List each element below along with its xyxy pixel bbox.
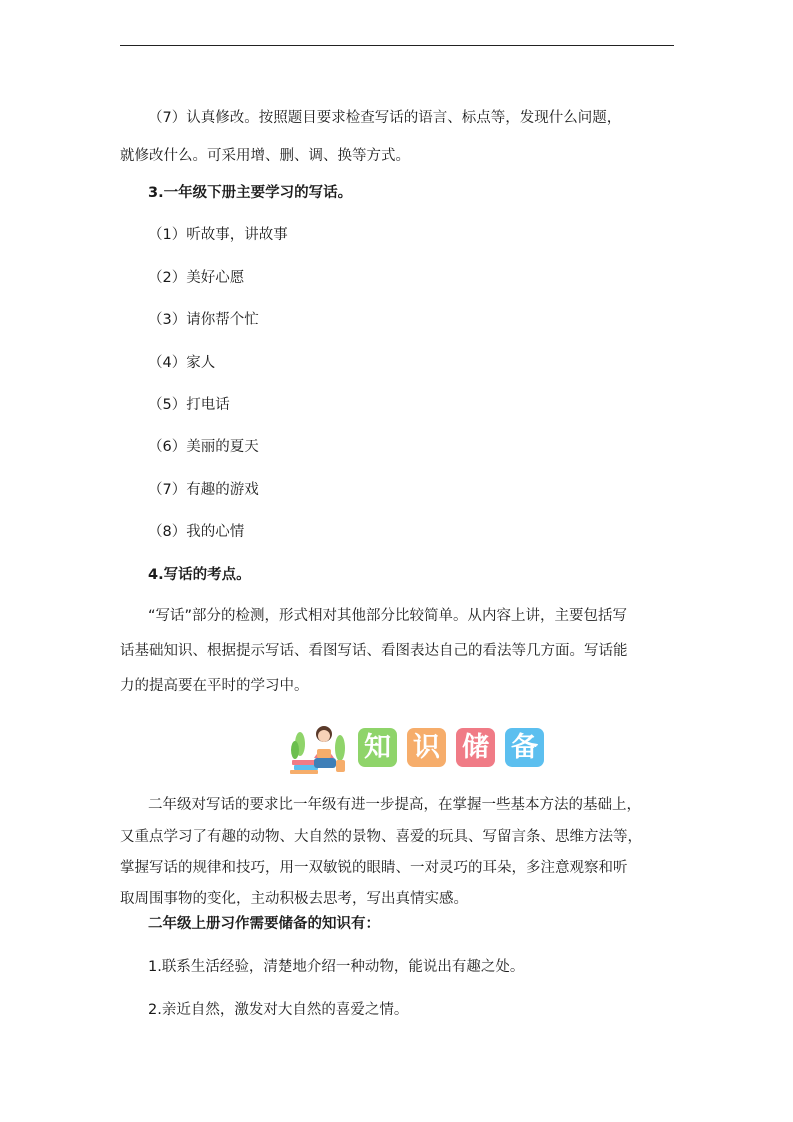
para-grade2-line-1: 二年级对写话的要求比一年级有进一步提高，在掌握一些基本方法的基础上， xyxy=(148,797,641,813)
list-item-3: （3）请你帮个忙 xyxy=(148,312,259,328)
para-exam-line-1: “写话”部分的检测，形式相对其他部分比较简单。从内容上讲，主要包括写 xyxy=(148,608,628,624)
list-item-6: （6）美丽的夏天 xyxy=(148,439,259,455)
para-exam-line-2: 话基础知识、根据提示写话、看图写话、看图表达自己的看法等几方面。写话能 xyxy=(120,643,628,659)
para-grade2-line-2: 又重点学习了有趣的动物、大自然的景物、喜爱的玩具、写留言条、思维方法等， xyxy=(120,829,642,845)
para-exam-line-3: 力的提高要在平时的学习中。 xyxy=(120,678,309,694)
heading-exam-points: 4.写话的考点。 xyxy=(148,567,251,583)
banner-char-chu: 储 xyxy=(456,728,495,767)
banner-char-zhi: 知 xyxy=(358,728,397,767)
knowledge-banner xyxy=(288,720,548,774)
knowledge-item-2: 2.亲近自然，激发对大自然的喜爱之情。 xyxy=(148,1002,409,1018)
list-item-4: （4）家人 xyxy=(148,355,216,371)
para-grade2-line-3: 掌握写话的规律和技巧，用一双敏锐的眼睛、一对灵巧的耳朵，多注意观察和听 xyxy=(120,860,628,876)
header-rule xyxy=(120,45,674,46)
para-revise-line-2: 就修改什么。可采用增、删、调、换等方式。 xyxy=(120,148,410,164)
reading-girl-illustration-icon xyxy=(288,720,350,774)
list-item-7: （7）有趣的游戏 xyxy=(148,482,259,498)
heading-grade2-knowledge: 二年级上册习作需要储备的知识有： xyxy=(148,916,380,932)
para-revise-line-1: （7）认真修改。按照题目要求检查写话的语言、标点等，发现什么问题， xyxy=(148,110,622,126)
banner-char-shi: 识 xyxy=(407,728,446,767)
heading-grade1-topics: 3.一年级下册主要学习的写话。 xyxy=(148,185,353,201)
list-item-8: （8）我的心情 xyxy=(148,524,245,540)
para-grade2-line-4: 取周围事物的变化，主动积极去思考，写出真情实感。 xyxy=(120,891,468,907)
banner-char-bei: 备 xyxy=(505,728,544,767)
list-item-1: （1）听故事，讲故事 xyxy=(148,227,288,243)
list-item-2: （2）美好心愿 xyxy=(148,270,245,286)
knowledge-item-1: 1.联系生活经验，清楚地介绍一种动物，能说出有趣之处。 xyxy=(148,959,525,975)
list-item-5: （5）打电话 xyxy=(148,397,230,413)
